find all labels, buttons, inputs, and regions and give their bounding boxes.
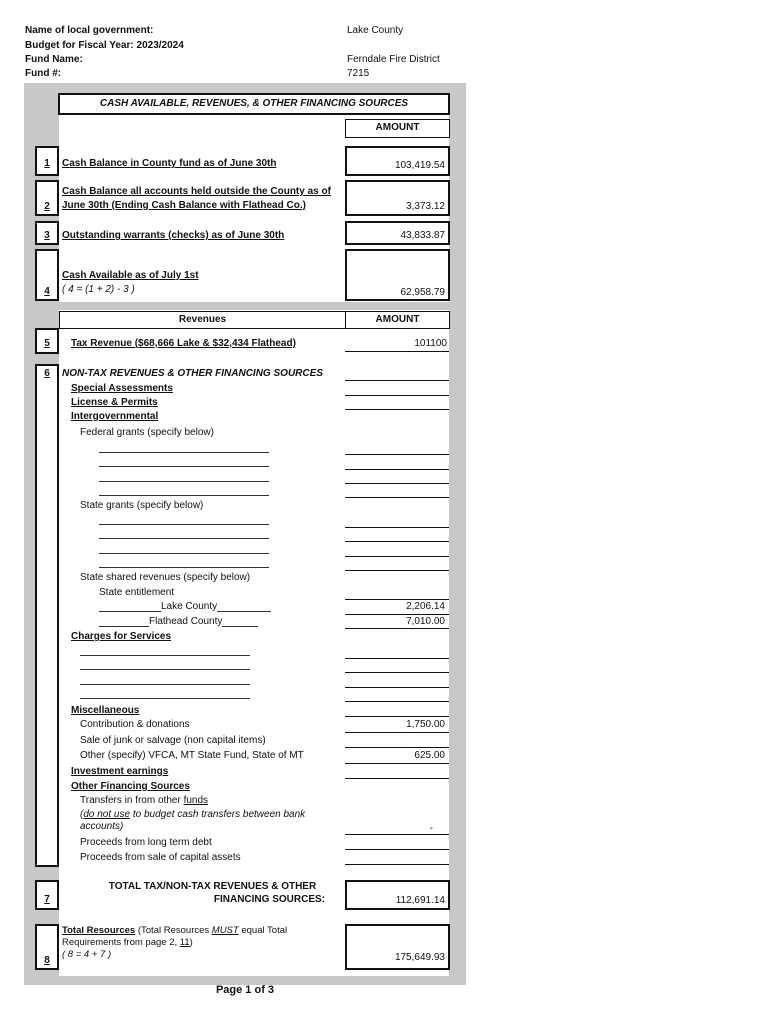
row-number-5: 5 xyxy=(44,338,50,349)
non-tax-amount-line xyxy=(345,380,449,381)
row-number-3: 3 xyxy=(44,230,50,241)
federal-grant-blank-3 xyxy=(99,481,269,482)
other-specify-amount-line xyxy=(345,763,449,764)
investment-amount-line xyxy=(345,778,449,779)
transfers-note-line1 xyxy=(80,809,305,820)
transfers-note-line2: accounts) xyxy=(80,821,124,832)
total-resources-text1: (Total Resources xyxy=(135,925,212,936)
contribution-label: Contribution & donations xyxy=(80,719,190,730)
row-number-box-6 xyxy=(35,364,59,867)
total-resources-text2: equal Total xyxy=(238,925,288,936)
total-resources-must: MUST xyxy=(211,925,239,936)
state-grant-amount-line-1 xyxy=(345,527,449,528)
total-resources-amount: 175,649.93 xyxy=(394,952,445,963)
special-assessments-label: Special Assessments xyxy=(71,383,173,394)
other-financing-label: Other Financing Sources xyxy=(71,781,190,792)
non-tax-title: NON-TAX REVENUES & OTHER FINANCING SOURCES xyxy=(62,368,323,379)
tax-revenue-line xyxy=(345,351,449,352)
flathead-county-row xyxy=(99,616,258,627)
junk-salvage-amount-line xyxy=(345,747,449,748)
charges-blank-1 xyxy=(80,655,250,656)
row-number-6: 6 xyxy=(44,368,50,379)
federal-amount-line-3 xyxy=(345,483,449,484)
transfers-note-rest: to budget cash transfers between bank xyxy=(130,809,306,820)
flathead-county-amount-line xyxy=(345,628,449,629)
outstanding-warrants-amount: 43,833.87 xyxy=(400,230,445,241)
charges-blank-2 xyxy=(80,669,250,670)
state-entitlement-label: State entitlement xyxy=(99,587,175,598)
cash-outside-amount: 3,373.12 xyxy=(406,201,445,212)
revenues-header-box xyxy=(59,311,346,329)
cash-outside-label-line2: June 30th (Ending Cash Balance with Flathead Co.) xyxy=(62,200,306,211)
transfers-in-label xyxy=(80,795,208,806)
revenues-amount-header: AMOUNT xyxy=(375,314,420,325)
intergovernmental-label: Intergovernmental xyxy=(71,411,159,422)
total-resources-line2-end: ) xyxy=(189,937,193,948)
fund-number-value: 7215 xyxy=(347,68,370,79)
total-revenues-amount: 112,691.14 xyxy=(395,895,445,906)
lake-county-amount: 2,206.14 xyxy=(406,601,445,612)
row-number-7: 7 xyxy=(44,894,50,905)
charges-amount-line-3 xyxy=(345,687,449,688)
state-grant-amount-line-2 xyxy=(345,541,449,542)
transfers-amount-line xyxy=(345,834,449,835)
federal-grant-blank-2 xyxy=(99,466,269,467)
state-grant-blank-2 xyxy=(99,538,269,539)
transfers-note-prefix: ( xyxy=(80,809,84,820)
state-shared-label: State shared revenues (specify below) xyxy=(80,572,251,583)
junk-salvage-label: Sale of junk or salvage (non capital items) xyxy=(80,735,266,746)
flathead-county-amount: 7,010.00 xyxy=(406,616,445,627)
cash-balance-county-label: Cash Balance in County fund as of June 30th xyxy=(62,158,277,169)
capital-assets-amount-line xyxy=(345,864,449,865)
total-resources-line2-text: Requirements from page 2, xyxy=(62,937,180,948)
capital-assets-label: Proceeds from sale of capital assets xyxy=(80,852,241,863)
state-grants-label: State grants (specify below) xyxy=(80,500,204,511)
cash-outside-label-line1: Cash Balance all accounts held outside the County as of xyxy=(62,186,331,197)
charges-amount-line-2 xyxy=(345,672,449,673)
contribution-amount: 1,750.00 xyxy=(406,719,445,730)
budget-year-label: Budget for Fiscal Year: 2023/2024 xyxy=(25,40,184,51)
amount-header: AMOUNT xyxy=(375,122,420,133)
flathead-county-label: Flathead County xyxy=(149,616,223,627)
other-specify-amount: 625.00 xyxy=(414,750,445,761)
tax-revenue-amount: 101100 xyxy=(414,338,447,349)
state-grant-blank-4 xyxy=(99,567,269,568)
charges-blank-4 xyxy=(80,698,250,699)
revenues-amount-header-box xyxy=(345,311,450,329)
transfers-note-donot: do not use xyxy=(83,809,131,820)
transfers-prefix: Transfers in from other xyxy=(80,795,184,806)
lake-county-row xyxy=(99,601,271,612)
charges-amount-line-4 xyxy=(345,701,449,702)
total-resources-box xyxy=(345,924,450,970)
state-entitlement-amount-line xyxy=(345,599,449,600)
row-number-4: 4 xyxy=(44,286,50,297)
special-assessments-amount-line xyxy=(345,395,449,396)
row-number-1: 1 xyxy=(44,158,50,169)
amount-header-box xyxy=(345,119,450,138)
federal-amount-line-2 xyxy=(345,469,449,470)
state-grant-amount-line-3 xyxy=(345,556,449,557)
total-revenues-label-line1: TOTAL TAX/NON-TAX REVENUES & OTHER xyxy=(108,881,317,892)
total-resources-formula: ( 8 = 4 + 7 ) xyxy=(62,949,112,960)
revenues-header: Revenues xyxy=(178,314,227,325)
total-resources-line2 xyxy=(62,937,287,949)
tax-revenue-label: Tax Revenue ($68,666 Lake & $32,434 Flathead) xyxy=(71,338,296,349)
state-grant-amount-line-4 xyxy=(345,570,449,571)
total-resources-ref: 11 xyxy=(179,937,190,948)
total-resources-label xyxy=(62,925,287,961)
federal-grant-blank-4 xyxy=(99,495,269,496)
miscellaneous-amount-line xyxy=(345,716,449,717)
total-revenues-label xyxy=(100,880,325,906)
miscellaneous-label: Miscellaneous xyxy=(71,705,140,716)
row-number-2: 2 xyxy=(44,201,50,212)
local-gov-label: Name of local government: xyxy=(25,25,154,36)
total-resources-line1 xyxy=(62,925,287,937)
row-number-8: 8 xyxy=(44,955,50,966)
section-divider xyxy=(59,302,449,310)
contribution-amount-line xyxy=(345,732,449,733)
federal-grants-label: Federal grants (specify below) xyxy=(80,427,214,438)
total-resources-bold: Total Resources xyxy=(62,925,136,936)
cash-available-amount: 62,958.79 xyxy=(400,287,445,298)
outstanding-warrants-label: Outstanding warrants (checks) as of June 30th xyxy=(62,230,285,241)
section-title: CASH AVAILABLE, REVENUES, & OTHER FINANCING SOURCES xyxy=(99,98,409,109)
fund-number-label: Fund #: xyxy=(25,68,62,79)
charges-blank-3 xyxy=(80,684,250,685)
total-revenues-label-line2: FINANCING SOURCES: xyxy=(213,894,325,905)
state-grant-blank-3 xyxy=(99,553,269,554)
fund-name-value: Ferndale Fire District xyxy=(347,54,440,65)
transfers-amount: - xyxy=(429,823,433,834)
federal-amount-line-1 xyxy=(345,454,449,455)
cash-available-formula: ( 4 = (1 + 2) - 3 ) xyxy=(62,284,135,295)
local-gov-value: Lake County xyxy=(347,25,404,36)
page-number: Page 1 of 3 xyxy=(215,984,275,996)
cash-available-label: Cash Available as of July 1st xyxy=(62,270,199,281)
state-grant-blank-1 xyxy=(99,524,269,525)
section-title-box xyxy=(58,93,450,115)
other-specify-label: Other (specify) VFCA, MT State Fund, State of MT xyxy=(80,750,304,761)
long-term-debt-label: Proceeds from long term debt xyxy=(80,837,212,848)
federal-amount-line-4 xyxy=(345,497,449,498)
transfers-funds: funds xyxy=(183,795,209,806)
lake-county-amount-line xyxy=(345,614,449,615)
fund-name-label: Fund Name: xyxy=(25,54,83,65)
lake-county-label: Lake County xyxy=(161,601,218,612)
charges-for-services-label: Charges for Services xyxy=(71,631,172,642)
federal-grant-blank-1 xyxy=(99,452,269,453)
long-term-debt-amount-line xyxy=(345,849,449,850)
license-permits-label: License & Permits xyxy=(71,397,158,408)
investment-earnings-label: Investment earnings xyxy=(71,766,169,777)
cash-balance-county-amount: 103,419.54 xyxy=(394,160,445,171)
license-permits-amount-line xyxy=(345,409,449,410)
charges-amount-line-1 xyxy=(345,658,449,659)
